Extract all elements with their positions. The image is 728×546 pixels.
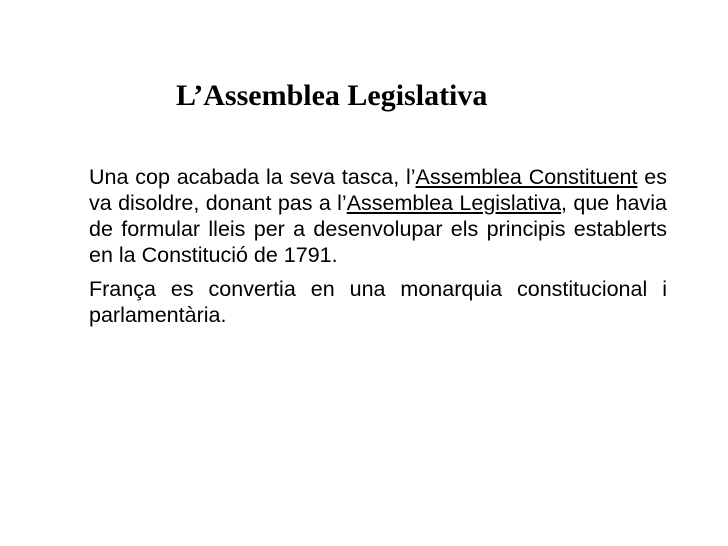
paragraph-text: França es convertia en una monarquia constitucional i parlamentària. xyxy=(89,277,667,327)
link-assemblea-constituent[interactable]: Assemblea Constituent xyxy=(415,165,638,189)
paragraph-text: Una cop acabada la seva tasca, l’ xyxy=(89,165,416,189)
slide-title: L’Assemblea Legislativa xyxy=(176,79,488,112)
paragraph-text: es va disoldre, donant pas a l’ xyxy=(89,165,667,215)
slide-body xyxy=(89,164,667,336)
paragraph-text: , que havia de formular lleis per a desenvolupar els principis establerts en la Constitució de 1791. xyxy=(89,191,667,267)
paragraph-franca xyxy=(89,276,667,328)
paragraph-assemblea xyxy=(89,164,667,268)
link-assemblea-legislativa[interactable]: Assemblea Legislativa xyxy=(346,191,562,215)
